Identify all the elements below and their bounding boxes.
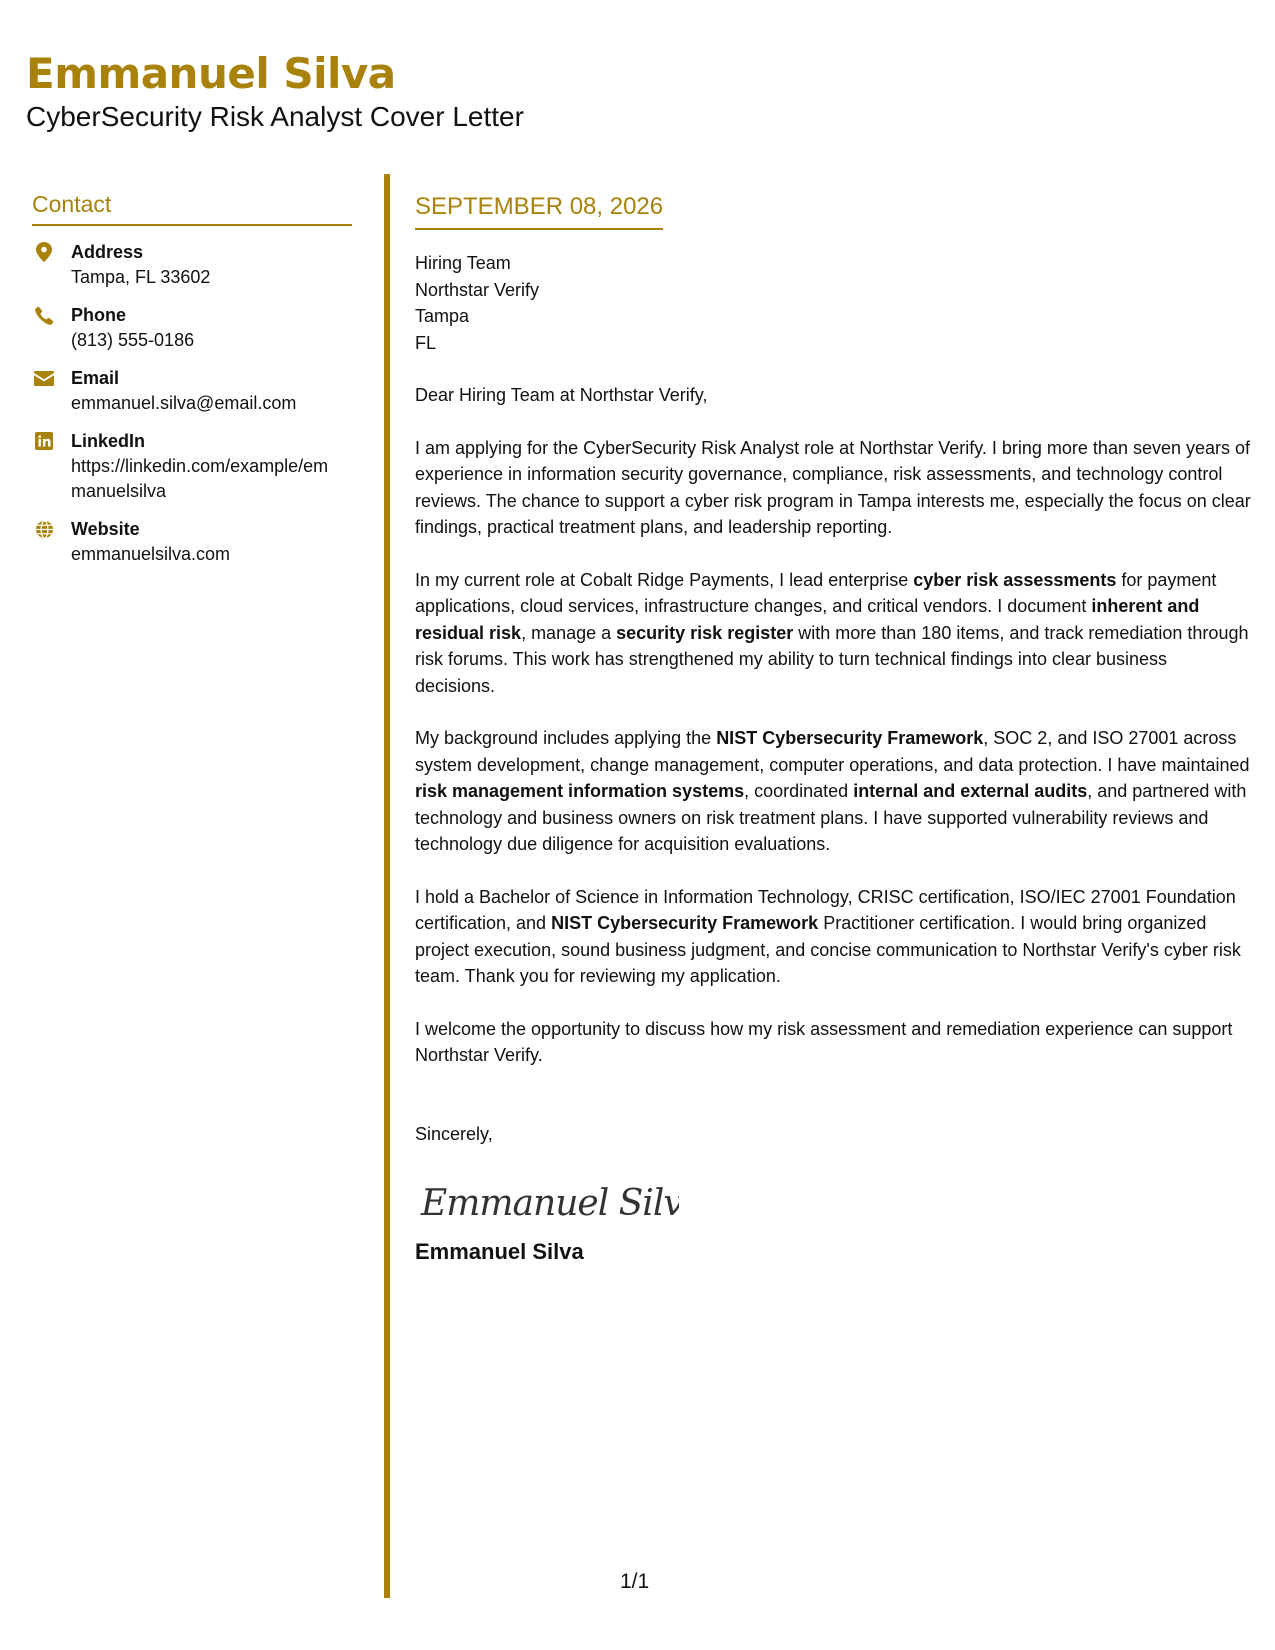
text-run: Practitioner certification. I would bring organized project execution, sound business judgment, and concise communication to Northstar Verify's cyber risk team. Thank you for reviewing my application. xyxy=(415,913,1241,986)
bold-phrase: NIST Cybersecurity Framework xyxy=(716,728,984,748)
text-run: I welcome the opportunity to discuss how my risk assessment and remediation experience can support Northstar Verify. xyxy=(415,1018,1233,1065)
recipient-line: FL xyxy=(415,332,437,353)
bold-phrase: internal and external audits xyxy=(853,781,1088,801)
date-block xyxy=(415,190,663,230)
contact-item-website xyxy=(32,517,352,567)
closing: Sincerely, xyxy=(415,1123,493,1144)
letter-header xyxy=(26,48,524,134)
text-run: , coordinated xyxy=(744,781,854,801)
letter-paragraph xyxy=(415,567,1251,700)
text-run: for payment applications, cloud services, infrastructure changes, and critical vendors. I document xyxy=(415,569,1217,616)
contact-value: emmanuelsilva.com xyxy=(71,544,231,564)
text-run: with more than 180 items, and track remediation through risk forums. This work has strengthened my ability to turn technical findings into clear business decisions. xyxy=(415,622,1249,696)
recipient-line: Hiring Team xyxy=(415,253,511,273)
text-run: My background includes applying the xyxy=(415,728,717,748)
contact-sidebar xyxy=(32,188,352,580)
recipient-line: Tampa xyxy=(415,306,470,326)
map-pin-icon xyxy=(34,242,54,262)
letter-paragraph xyxy=(415,884,1251,990)
signature-text: Emmanuel Silva xyxy=(421,1183,679,1224)
text-run: I hold a Bachelor of Science in Information Technology, CRISC certification, ISO/IEC 27001 Foundation certification, and xyxy=(415,886,1236,933)
signer-name: Emmanuel Silva xyxy=(415,1239,584,1264)
bold-phrase: risk management information systems xyxy=(415,781,745,801)
contact-label: LinkedIn xyxy=(71,431,146,451)
contact-item-linkedin xyxy=(32,429,352,504)
contact-label: Address xyxy=(71,242,144,262)
text-run: I am applying for the CyberSecurity Risk Analyst role at Northstar Verify. I bring more than seven years of experience in information security governance, compliance, risk assessments, and technology control reviews. The chance to support a cyber risk program in Tampa interests me, especially the focus on clear findings, practical treatment plans, and leadership reporting. xyxy=(415,437,1251,537)
contact-label: Email xyxy=(71,368,120,388)
recipient-block xyxy=(415,250,1251,356)
contact-label: Phone xyxy=(71,305,127,325)
text-run: , and partnered with technology and business owners on risk treatment plans. I have supported vulnerability reviews and technology due diligence for acquisition evaluations. xyxy=(415,781,1247,854)
envelope-icon xyxy=(34,368,54,388)
vertical-divider xyxy=(384,174,390,1598)
page-number: 1/1 xyxy=(620,1570,650,1593)
letter-body xyxy=(415,190,1251,1267)
text-run: , SOC 2, and ISO 27001 across system development, change management, computer operations, and data protection. I have maintained xyxy=(415,728,1250,775)
contact-item-phone xyxy=(32,303,352,353)
contact-item-email xyxy=(32,366,352,416)
contact-value: (813) 555-0186 xyxy=(71,330,195,350)
contact-value: https://linkedin.com/example/emmanuelsilva xyxy=(71,456,329,501)
contact-label: Website xyxy=(71,519,140,539)
bold-phrase: cyber risk assessments xyxy=(913,569,1117,590)
document-subtitle: CyberSecurity Risk Analyst Cover Letter xyxy=(26,101,524,132)
letter-paragraph xyxy=(415,1016,1251,1069)
linkedin-icon xyxy=(34,431,54,451)
phone-icon xyxy=(34,305,54,325)
handwritten-signature xyxy=(419,1173,679,1229)
recipient-line: Northstar Verify xyxy=(415,279,540,300)
salutation: Dear Hiring Team at Northstar Verify, xyxy=(415,385,708,405)
bold-phrase: NIST Cybersecurity Framework xyxy=(551,913,819,933)
letter-paragraphs xyxy=(415,435,1251,1069)
applicant-name: Emmanuel Silva xyxy=(26,49,396,98)
contact-value: Tampa, FL 33602 xyxy=(71,267,211,287)
text-run: In my current role at Cobalt Ridge Payments, I lead enterprise xyxy=(415,569,914,590)
letter-date: SEPTEMBER 08, 2026 xyxy=(415,193,664,220)
letter-paragraph xyxy=(415,435,1251,541)
contact-heading: Contact xyxy=(32,188,352,226)
contact-item-address xyxy=(32,240,352,290)
bold-phrase: inherent and residual risk xyxy=(415,596,1200,643)
globe-icon xyxy=(34,519,54,539)
text-run: , manage a xyxy=(521,622,617,643)
bold-phrase: security risk register xyxy=(616,622,794,643)
letter-paragraph xyxy=(415,725,1251,858)
contact-value: emmanuel.silva@email.com xyxy=(71,393,297,413)
